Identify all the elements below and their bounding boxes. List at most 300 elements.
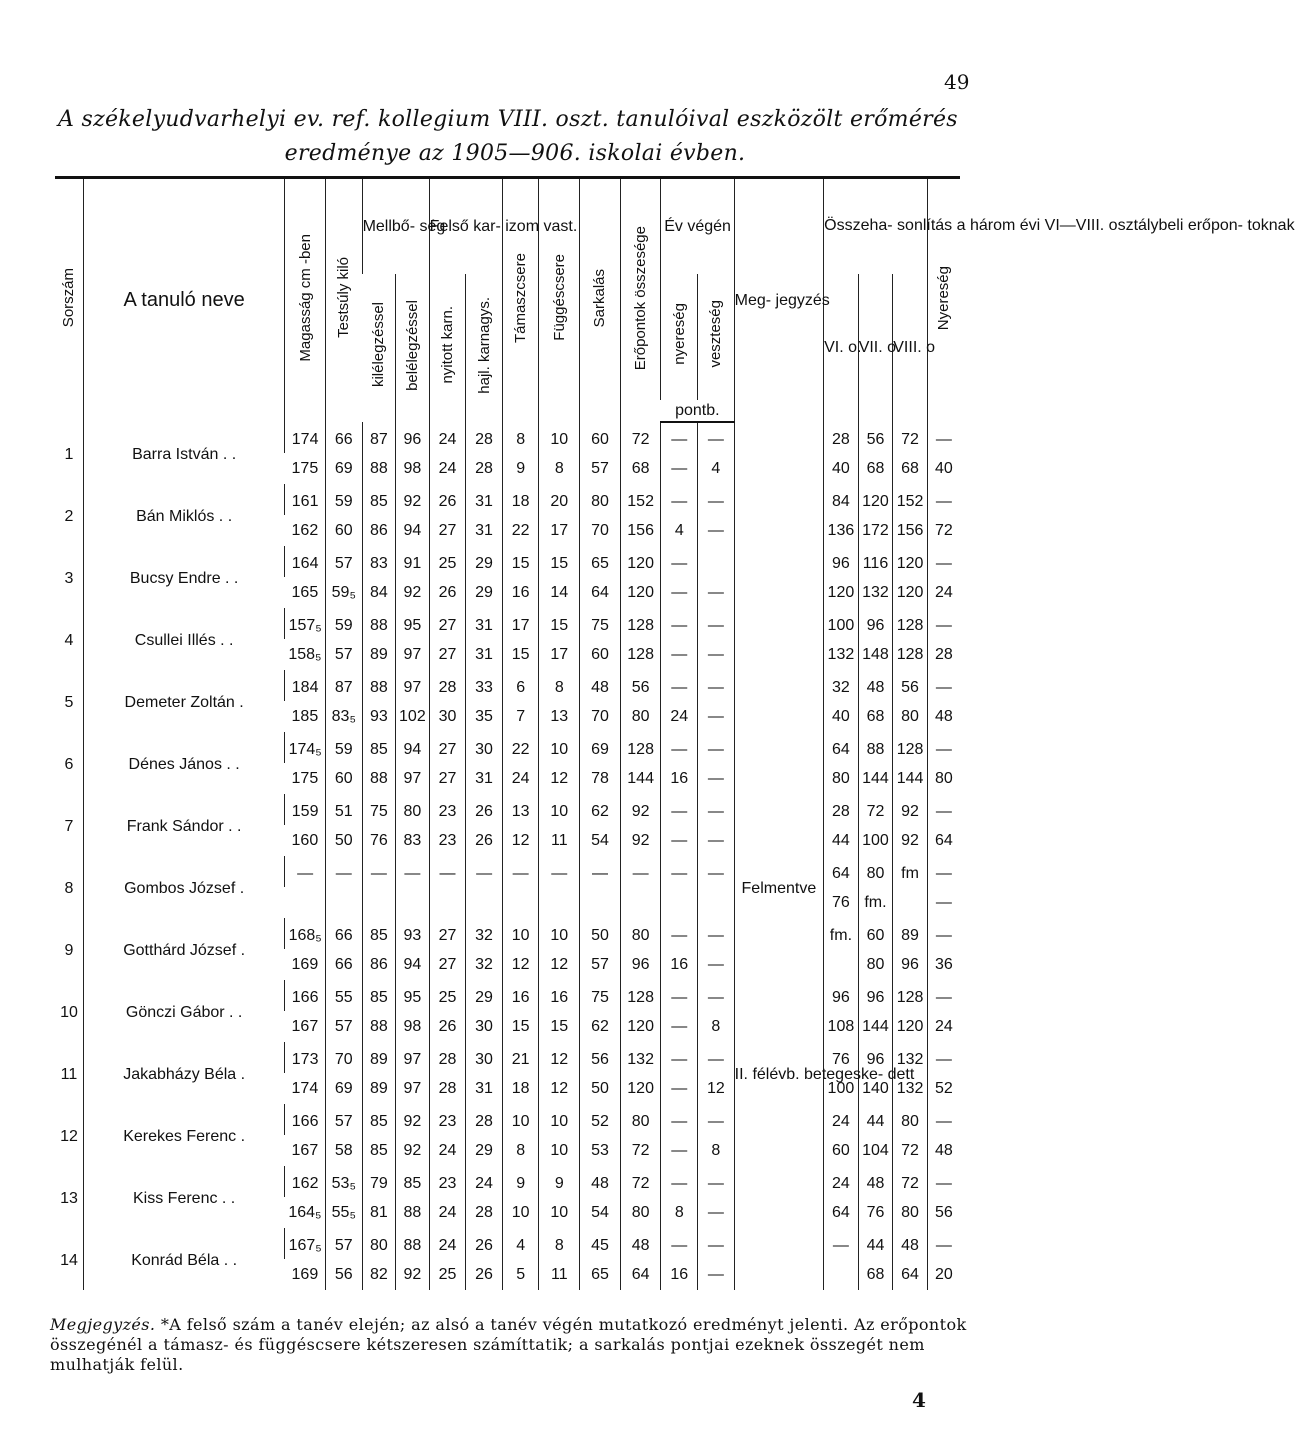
footnote-label: Megjegyzés. [50, 1315, 156, 1334]
cell-gain: — [927, 1228, 960, 1259]
cell-ki: 84 [362, 577, 396, 608]
cell-vesz: — [698, 577, 735, 608]
cell-mag: 174₅ [285, 732, 326, 763]
cell-sark: 62 [580, 794, 621, 825]
cell-nyer: — [661, 1135, 698, 1166]
cell-megjegyzes [734, 1228, 823, 1290]
cell-ki: 88 [362, 1011, 396, 1042]
cell-megjegyzes [734, 732, 823, 794]
cell-be: — [396, 856, 430, 887]
results-table-wrap [55, 176, 1295, 1290]
cell-nyer: — [661, 639, 698, 670]
cell-nyer: — [661, 794, 698, 825]
cell-gain: — [927, 856, 960, 887]
cell-ero [620, 887, 661, 918]
cell-ny: 23 [429, 1104, 466, 1135]
table-row [55, 1166, 960, 1197]
cell-vii: 88 [858, 732, 893, 763]
cell-vii: 96 [858, 980, 893, 1011]
cell-megjegyzes [734, 670, 823, 732]
cell-gain: 28 [927, 639, 960, 670]
cell-fugg: 15 [539, 1011, 580, 1042]
cell-viii: 120 [893, 546, 928, 577]
cell-vii: fm. [858, 887, 893, 918]
cell-gain: 64 [927, 825, 960, 856]
cell-vi: 64 [824, 732, 859, 763]
table-row [55, 1228, 960, 1259]
cell-tam: 18 [502, 484, 539, 515]
cell-vi: 40 [824, 701, 859, 732]
row-number: 1 [64, 446, 74, 463]
cell-nyer: — [661, 422, 698, 453]
cell-be: 92 [396, 1104, 430, 1135]
cell-gain: 40 [927, 453, 960, 484]
cell-nyer: 24 [661, 701, 698, 732]
cell-sark: 64 [580, 577, 621, 608]
cell-ki: 81 [362, 1197, 396, 1228]
cell-fugg: 10 [539, 1104, 580, 1135]
cell-mag: 166 [285, 1104, 326, 1135]
cell-fugg: 9 [539, 1166, 580, 1197]
student-name: Frank Sándor . . [83, 794, 284, 856]
cell-viii: 152 [893, 484, 928, 515]
footnote [50, 1315, 970, 1375]
cell-tam: 13 [502, 794, 539, 825]
cell-megjegyzes [734, 980, 823, 1042]
cell-ki: 82 [362, 1259, 396, 1290]
cell-fugg: 10 [539, 732, 580, 763]
cell-be: 97 [396, 1042, 430, 1073]
cell-nyer: — [661, 856, 698, 887]
cell-vi: fm. [824, 918, 859, 949]
cell-ki: 85 [362, 1135, 396, 1166]
cell-gain: 48 [927, 1135, 960, 1166]
table-row [55, 918, 960, 949]
cell-sark: 50 [580, 918, 621, 949]
cell-gain: 48 [927, 701, 960, 732]
cell-tam [502, 887, 539, 918]
cell-fugg: 8 [539, 1228, 580, 1259]
cell-viii: 56 [893, 670, 928, 701]
cell-be: 88 [396, 1197, 430, 1228]
cell-ero: 128 [620, 980, 661, 1011]
cell-fugg: 12 [539, 1073, 580, 1104]
cell-hk: 31 [466, 484, 503, 515]
cell-megjegyzes [734, 794, 823, 856]
cell-fugg: 11 [539, 1259, 580, 1290]
cell-tam: 5 [502, 1259, 539, 1290]
cell-fugg: 10 [539, 422, 580, 453]
cell-vi: 100 [824, 1073, 859, 1104]
cell-suly: 69 [325, 453, 362, 484]
cell-vii: 132 [858, 577, 893, 608]
row-number: 4 [64, 632, 74, 649]
cell-suly: 57 [325, 546, 362, 577]
cell-tam: 4 [502, 1228, 539, 1259]
student-name: Gotthárd József . [83, 918, 284, 980]
cell-sark: 80 [580, 484, 621, 515]
cell-suly: 57 [325, 1104, 362, 1135]
cell-mag: 169 [291, 1265, 319, 1283]
cell-ero: 128 [620, 732, 661, 763]
col-kilelegzessel: kilélegzéssel [370, 302, 388, 388]
cell-vii: 100 [858, 825, 893, 856]
cell-gain: 72 [927, 515, 960, 546]
cell-viii: 156 [893, 515, 928, 546]
cell-vi: 28 [824, 794, 859, 825]
cell-gain: — [927, 484, 960, 515]
cell-suly: 53₅ [325, 1166, 362, 1197]
cell-gain: — [927, 1104, 960, 1135]
cell-mag: 166 [285, 980, 326, 1011]
row-number: 3 [64, 570, 74, 587]
cell-hk: 33 [466, 670, 503, 701]
cell-vi: 132 [824, 639, 859, 670]
row-number: 7 [64, 818, 74, 835]
cell-suly: 59 [325, 608, 362, 639]
cell-vi: 96 [824, 546, 859, 577]
col-veszteseg: veszteség [698, 274, 735, 400]
row-number: 13 [60, 1190, 78, 1207]
cell-ki: 75 [362, 794, 396, 825]
cell-ki: — [362, 856, 396, 887]
cell-mag: 167 [291, 1141, 319, 1159]
cell-vesz: — [698, 732, 735, 763]
cell-be: 94 [396, 732, 430, 763]
cell-tam: 10 [502, 1104, 539, 1135]
cell-mag: 162 [285, 1166, 326, 1197]
cell-ki: 76 [362, 825, 396, 856]
row-number: 2 [64, 508, 74, 525]
cell-ki: 85 [362, 918, 396, 949]
cell-fugg: 12 [539, 949, 580, 980]
cell-vesz [698, 887, 735, 918]
cell-viii: 92 [893, 825, 928, 856]
cell-fugg: 15 [539, 608, 580, 639]
cell-viii: 72 [893, 1166, 928, 1197]
cell-gain: — [927, 794, 960, 825]
cell-sark: 65 [580, 1259, 621, 1290]
cell-ny: 26 [429, 484, 466, 515]
cell-megjegyzes [734, 484, 823, 546]
cell-vesz: — [698, 670, 735, 701]
cell-vii: 72 [858, 794, 893, 825]
cell-be: 92 [396, 577, 430, 608]
cell-vi: 24 [824, 1104, 859, 1135]
cell-ero: 48 [620, 1228, 661, 1259]
cell-viii: 128 [893, 608, 928, 639]
cell-sark: 70 [580, 701, 621, 732]
cell-gain: — [927, 608, 960, 639]
cell-ero: 80 [620, 918, 661, 949]
cell-ero: 96 [620, 949, 661, 980]
cell-sark: 48 [580, 670, 621, 701]
cell-suly: 57 [325, 1011, 362, 1042]
cell-viii: 80 [893, 1197, 928, 1228]
cell-vii: 172 [858, 515, 893, 546]
cell-sark: 69 [580, 732, 621, 763]
col-nyereseg-last: Nyereség [927, 178, 960, 422]
cell-ero: — [620, 856, 661, 887]
cell-hk: 29 [466, 1135, 503, 1166]
cell-tam: 15 [502, 546, 539, 577]
cell-ny: 28 [429, 1073, 466, 1104]
cell-nyer: — [661, 918, 698, 949]
cell-nyer: — [661, 1228, 698, 1259]
cell-vesz: — [698, 701, 735, 732]
cell-hk: 30 [466, 1011, 503, 1042]
cell-vesz: — [698, 1228, 735, 1259]
cell-vii: 48 [858, 670, 893, 701]
cell-vi: 64 [824, 856, 859, 887]
cell-mag: 167₅ [285, 1228, 326, 1259]
col-osszehasonlitas: Összeha- sonlítás a három évi VI—VIII. osztálybeli erőpon- toknak [824, 178, 928, 274]
cell-gain: 80 [927, 763, 960, 794]
col-belelegzessel: belélegzéssel [396, 274, 430, 422]
cell-suly: 59 [325, 732, 362, 763]
cell-mag: 162 [291, 521, 319, 539]
cell-hk: 26 [466, 794, 503, 825]
col-nyereseg: nyereség [661, 274, 698, 400]
cell-nyer [661, 887, 698, 918]
cell-ki: 89 [362, 1042, 396, 1073]
cell-sark: 70 [580, 515, 621, 546]
cell-vesz: — [698, 1042, 735, 1073]
col-felso-karizom: Felső kar- izom vast. [429, 178, 502, 274]
cell-vii: 144 [858, 763, 893, 794]
cell-viii: 132 [893, 1073, 928, 1104]
cell-hk: 31 [466, 515, 503, 546]
cell-ki: 86 [362, 949, 396, 980]
cell-ki: 88 [362, 670, 396, 701]
cell-vii: 80 [858, 856, 893, 887]
cell-suly: 55₅ [325, 1197, 362, 1228]
cell-mag: 174 [291, 1079, 319, 1097]
cell-tam: 8 [502, 422, 539, 453]
cell-gain: — [927, 1042, 960, 1073]
cell-tam: 16 [502, 577, 539, 608]
col-magassag: Magasság cm -ben [285, 178, 326, 422]
cell-viii: 68 [893, 453, 928, 484]
cell-gain: — [927, 887, 960, 918]
cell-tam: 9 [502, 1166, 539, 1197]
cell-ero: 120 [620, 577, 661, 608]
cell-sark: 48 [580, 1166, 621, 1197]
cell-mag: 157₅ [285, 608, 326, 639]
cell-viii: 144 [893, 763, 928, 794]
cell-sark: 78 [580, 763, 621, 794]
cell-vesz: 8 [698, 1011, 735, 1042]
cell-mag: 174 [285, 422, 326, 453]
cell-vi: 44 [824, 825, 859, 856]
cell-vesz: — [698, 949, 735, 980]
cell-vi: 96 [824, 980, 859, 1011]
cell-vi: 80 [824, 763, 859, 794]
cell-sark: 53 [580, 1135, 621, 1166]
cell-be: 97 [396, 639, 430, 670]
cell-tam: 8 [502, 1135, 539, 1166]
cell-fugg: 12 [539, 763, 580, 794]
row-number: 12 [60, 1128, 78, 1145]
footnote-text: *A felső szám a tanév elején; az alsó a tanév végén mutatkozó eredményt jelenti. Az erőpontok összegénél a támasz- és függéscsere kétszeresen számíttatik; a sarkalás pontjai ezeknek összegét nem mulhatják felül. [50, 1315, 967, 1374]
cell-gain: 24 [927, 1011, 960, 1042]
cell-ny: 26 [429, 577, 466, 608]
cell-ny: 24 [429, 1228, 466, 1259]
col-nyitott-karn: nyitott karn. [429, 274, 466, 422]
cell-ero: 120 [620, 546, 661, 577]
cell-mag: 164 [285, 546, 326, 577]
cell-sark: 52 [580, 1104, 621, 1135]
cell-fugg: 17 [539, 639, 580, 670]
col-eropontok: Erőpontok összesége [620, 178, 661, 422]
cell-be: 95 [396, 980, 430, 1011]
student-name: Bán Miklós . . [83, 484, 284, 546]
cell-megjegyzes: Felmentve [734, 856, 823, 918]
cell-sark: 75 [580, 980, 621, 1011]
cell-mag: 158₅ [288, 645, 322, 663]
cell-ero: 72 [620, 1135, 661, 1166]
cell-vesz: 12 [698, 1073, 735, 1104]
cell-vii: 56 [858, 422, 893, 453]
table-row [55, 422, 960, 453]
cell-ki: 87 [362, 422, 396, 453]
cell-vi: 28 [824, 422, 859, 453]
cell-vesz: 8 [698, 1135, 735, 1166]
cell-ny: 24 [429, 422, 466, 453]
cell-mag: 160 [291, 831, 319, 849]
cell-sark: — [580, 856, 621, 887]
student-name: Konrád Béla . . [83, 1228, 284, 1290]
cell-suly: 66 [325, 422, 362, 453]
cell-vi: 120 [824, 577, 859, 608]
cell-viii: 132 [893, 1042, 928, 1073]
cell-ki: 89 [362, 1073, 396, 1104]
cell-tam: 15 [502, 639, 539, 670]
results-body [55, 422, 960, 1290]
cell-vii: 148 [858, 639, 893, 670]
cell-gain: 20 [927, 1259, 960, 1290]
row-number: 6 [64, 756, 74, 773]
cell-vi: 60 [824, 1135, 859, 1166]
cell-mag: 173 [285, 1042, 326, 1073]
cell-tam: 17 [502, 608, 539, 639]
cell-vesz: — [698, 639, 735, 670]
row-number: 10 [60, 1004, 78, 1021]
cell-sark: 54 [580, 825, 621, 856]
cell-be: 102 [396, 701, 430, 732]
cell-megjegyzes [734, 1166, 823, 1228]
cell-hk: 26 [466, 1228, 503, 1259]
cell-viii: 80 [893, 701, 928, 732]
cell-fugg: 16 [539, 980, 580, 1011]
cell-suly: 69 [325, 1073, 362, 1104]
cell-be: 98 [396, 453, 430, 484]
cell-nyer: 16 [661, 763, 698, 794]
cell-vii: 44 [858, 1228, 893, 1259]
cell-gain: — [927, 422, 960, 453]
table-row [55, 980, 960, 1011]
cell-ero: 56 [620, 670, 661, 701]
cell-vii: 116 [858, 546, 893, 577]
cell-nyer: — [661, 608, 698, 639]
cell-fugg: — [539, 856, 580, 887]
cell-ny: 25 [429, 1259, 466, 1290]
cell-tam: 12 [502, 949, 539, 980]
cell-suly: 57 [325, 1228, 362, 1259]
cell-gain: — [927, 918, 960, 949]
table-row [55, 670, 960, 701]
cell-vesz: — [698, 918, 735, 949]
cell-ny: — [429, 856, 466, 887]
cell-ero: 128 [620, 639, 661, 670]
cell-ny: 27 [429, 515, 466, 546]
cell-suly: 60 [325, 763, 362, 794]
cell-mag: 168₅ [285, 918, 326, 949]
table-row [55, 484, 960, 515]
cell-ero: 120 [620, 1073, 661, 1104]
cell-hk: 29 [466, 980, 503, 1011]
cell-vesz: — [698, 794, 735, 825]
cell-hk: 26 [466, 1259, 503, 1290]
col-testsuly: Testsúly kiló [325, 178, 362, 422]
col-pontb: pontb. [661, 400, 734, 422]
page-mark: 4 [912, 1388, 926, 1412]
cell-suly: 59 [325, 484, 362, 515]
cell-tam: 24 [502, 763, 539, 794]
cell-viii: 72 [893, 422, 928, 453]
cell-tam: 12 [502, 825, 539, 856]
student-name: Barra István . . [83, 422, 284, 484]
cell-ny: 24 [429, 1197, 466, 1228]
cell-nyer: 16 [661, 949, 698, 980]
cell-nyer: — [661, 732, 698, 763]
cell-gain: 24 [927, 577, 960, 608]
student-name: Bucsy Endre . . [83, 546, 284, 608]
cell-nyer: — [661, 1011, 698, 1042]
cell-ny: 24 [429, 1135, 466, 1166]
cell-vi: 64 [824, 1197, 859, 1228]
cell-gain: 56 [927, 1197, 960, 1228]
col-fuggescsere: Függéscsere [539, 178, 580, 422]
cell-ny [429, 887, 466, 918]
cell-sark: 56 [580, 1042, 621, 1073]
cell-sark [580, 887, 621, 918]
cell-hk: 31 [466, 639, 503, 670]
cell-ny: 25 [429, 980, 466, 1011]
cell-viii: 48 [893, 1228, 928, 1259]
cell-megjegyzes: II. félévb. betegeske- dett [734, 1042, 823, 1104]
cell-ki: 85 [362, 732, 396, 763]
cell-hk: 28 [466, 1197, 503, 1228]
cell-ny: 27 [429, 918, 466, 949]
cell-fugg: 8 [539, 453, 580, 484]
cell-fugg: 15 [539, 546, 580, 577]
cell-gain: — [927, 732, 960, 763]
cell-sark: 54 [580, 1197, 621, 1228]
cell-fugg: 12 [539, 1042, 580, 1073]
student-name: Kerekes Ferenc . [83, 1104, 284, 1166]
cell-nyer: — [661, 1042, 698, 1073]
cell-sark: 65 [580, 546, 621, 577]
table-row [55, 1104, 960, 1135]
cell-viii: 120 [893, 1011, 928, 1042]
cell-ero: 92 [620, 794, 661, 825]
cell-nyer: — [661, 825, 698, 856]
cell-vi: 100 [824, 608, 859, 639]
cell-nyer: 8 [661, 1197, 698, 1228]
cell-vi: — [824, 1228, 859, 1259]
cell-suly [325, 887, 362, 918]
